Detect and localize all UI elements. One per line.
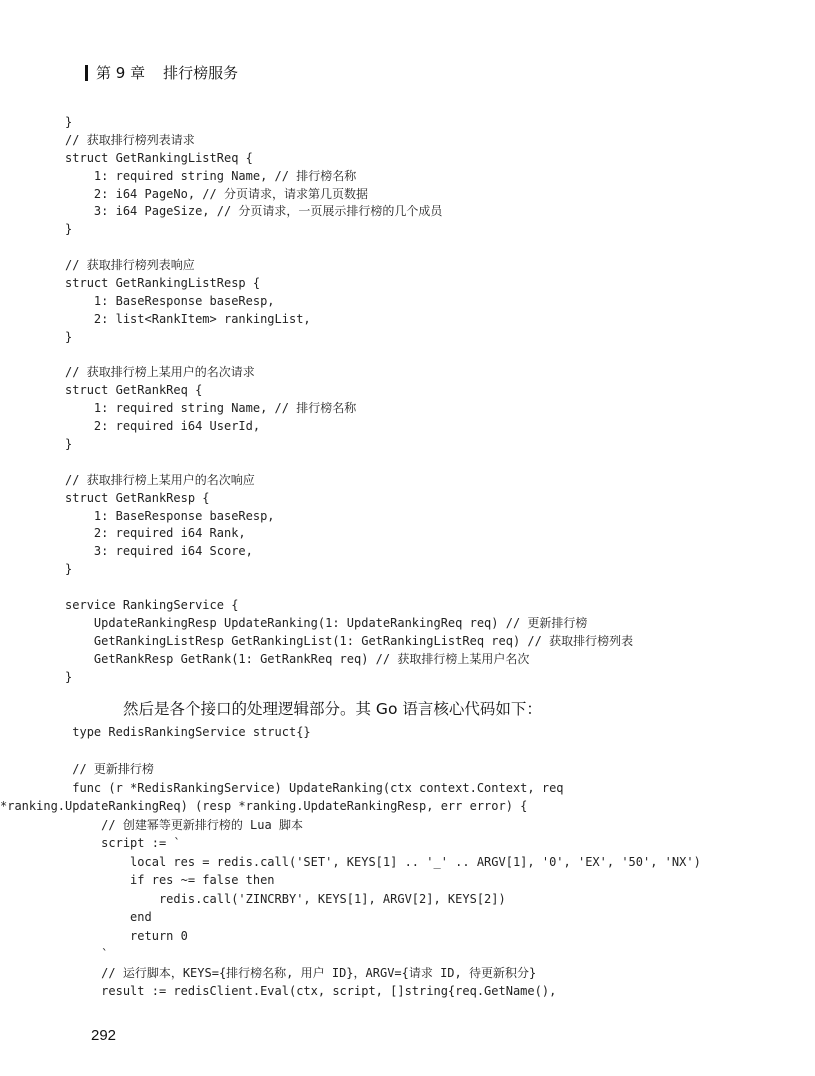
code-line: if res ~= false then [0, 873, 275, 887]
go-code-block [0, 723, 815, 1001]
code-line: type RedisRankingService struct{} [0, 725, 311, 739]
code-line: 3: required i64 Score, [0, 544, 253, 559]
code-line: // 获取排行榜列表请求 [0, 132, 195, 147]
code-line: 1: BaseResponse baseResp, [0, 508, 275, 523]
code-line: 1: BaseResponse baseResp, [0, 293, 275, 308]
body-paragraph: 然后是各个接口的处理逻辑部分。其 Go 语言核心代码如下： [123, 700, 542, 718]
code-line: // 创建幂等更新排行榜的 Lua 脚本 [0, 817, 303, 832]
chapter-number: 第 9 章 [96, 64, 146, 82]
code-line: 1: required string Name, // 排行榜名称 [0, 401, 357, 416]
code-line: UpdateRankingResp UpdateRanking(1: UpdateRankingReq req) // 更新排行榜 [0, 615, 588, 630]
header-bar [85, 65, 88, 81]
code-line: // 获取排行榜上某用户的名次响应 [0, 472, 255, 487]
code-line: struct GetRankReq { [0, 383, 203, 398]
code-line [0, 347, 815, 365]
code-line: redis.call('ZINCRBY', KEYS[1], ARGV[2], KEYS[2]) [0, 891, 506, 906]
code-line: // 获取排行榜列表响应 [0, 258, 195, 273]
code-line: result := redisClient.Eval(ctx, script, []string{req.GetName(), [0, 984, 557, 998]
code-line: return 0 [0, 928, 188, 943]
code-line: } [0, 222, 73, 237]
code-line [0, 579, 815, 597]
page-number: 292 [91, 1027, 117, 1044]
code-line: // 更新排行榜 [0, 762, 154, 776]
code-line: local res = redis.call('SET', KEYS[1] .. '_' .. ARGV[1], '0', 'EX', '50', 'NX') [0, 854, 701, 869]
code-line: } [0, 329, 73, 344]
code-line: func (r *RedisRankingService) UpdateRanking(ctx context.Context, req [0, 780, 564, 795]
code-line: 1: required string Name, // 排行榜名称 [0, 168, 357, 183]
code-line: 2: i64 PageNo, // 分页请求，请求第几页数据 [0, 186, 368, 201]
code-line: *ranking.UpdateRankingReq) (resp *ranking.UpdateRankingResp, err error) { [0, 799, 528, 813]
code-line: } [0, 562, 73, 577]
code-line: struct GetRankingListReq { [0, 150, 253, 165]
code-line: GetRankResp GetRank(1: GetRankReq req) // 获取排行榜上某用户名次 [0, 651, 530, 666]
code-line [0, 239, 815, 257]
code-line: 2: required i64 Rank, [0, 526, 246, 541]
code-line: // 运行脚本，KEYS={排行榜名称, 用户 ID}，ARGV={请求 ID, 待更新积分} [0, 965, 537, 980]
code-line: 2: required i64 UserId, [0, 419, 261, 434]
code-line: } [0, 115, 73, 129]
code-line [0, 454, 815, 472]
code-line: // 获取排行榜上某用户的名次请求 [0, 365, 255, 380]
chapter-title: 排行榜服务 [163, 64, 239, 82]
running-header [85, 63, 238, 83]
code-line: 3: i64 PageSize, // 分页请求，一页展示排行榜的几个成员 [0, 204, 443, 219]
code-line: service RankingService { [0, 598, 239, 613]
thrift-code-block [0, 114, 815, 687]
code-line: 2: list<RankItem> rankingList, [0, 311, 311, 326]
code-line [0, 742, 815, 761]
code-line: end [0, 910, 152, 924]
code-line: ` [0, 947, 109, 961]
code-line: } [0, 437, 73, 452]
code-line: struct GetRankResp { [0, 490, 210, 505]
code-line: } [0, 669, 73, 684]
code-line: struct GetRankingListResp { [0, 276, 261, 291]
code-line: script := ` [0, 836, 181, 850]
code-line: GetRankingListResp GetRankingList(1: GetRankingListReq req) // 获取排行榜列表 [0, 633, 634, 648]
